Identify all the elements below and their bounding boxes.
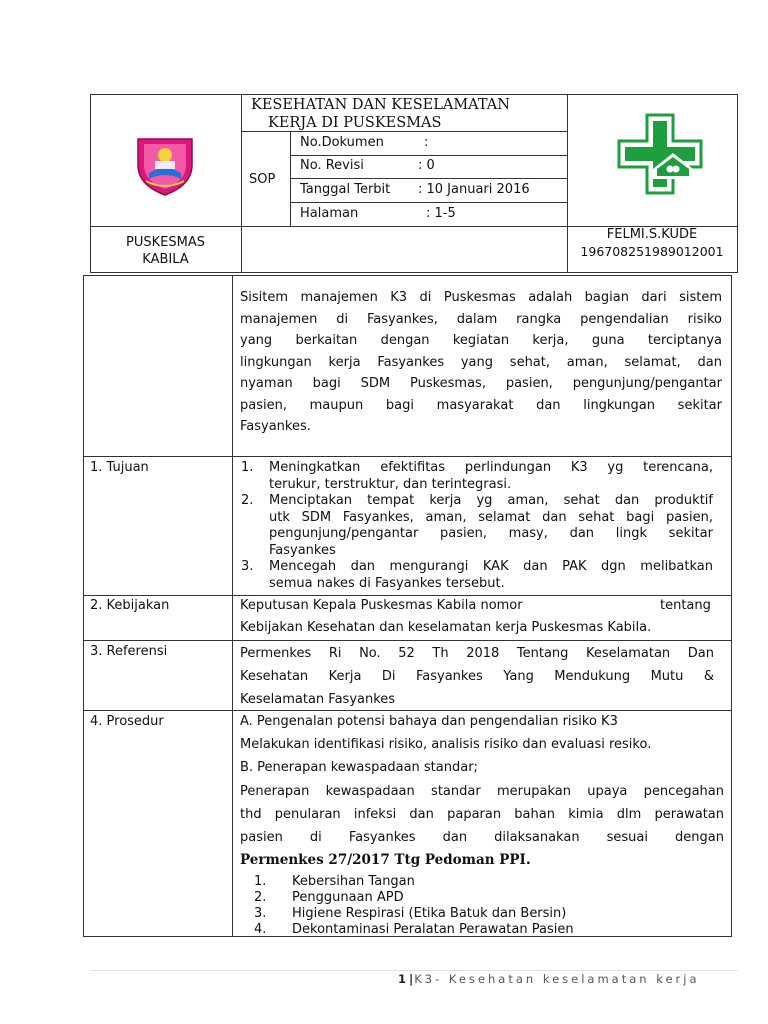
list-item: 3. Higiene Respirasi (Etika Batuk dan Bersin) [254,906,567,921]
section-label-referensi: 3. Referensi [90,644,168,659]
page-count-value: : 1-5 [426,206,456,221]
section-label-prosedur: 4. Prosedur [90,714,164,729]
list-item: 1. Meningkatkan efektifitas perlindungan K3 yg terencana, terukur, terstruktur, dan terintegrasi. [241,460,713,492]
ppi-reference-bold: Permenkes 27/2017 Ttg Pedoman PPI [240,852,526,868]
list-item: 3. Mencegah dan mengurangi KAK dan PAK dgn melibatkan semua nakes di Fasyankes tersebut. [241,559,713,591]
list-item: 1. Kebersihan Tangan [254,874,415,889]
organization-name-line1: PUSKESMAS [126,235,205,250]
prosedur-b-text: Penerapan kewaspadaan standar merupakan upaya pencegahan thd penularan infeksi dan paparan bahan kimia dlm perawatan pasien di Fasyankes dan dilaksanakan sesuai dengan Permenkes 27/2017 Ttg Pedoman PPI. [240,784,724,868]
issue-date-label: Tanggal Terbit [300,182,391,197]
kebijakan-line1-left: Keputusan Kepala Puskesmas Kabila nomor [240,598,523,613]
section-label-kebijakan: 2. Kebijakan [90,598,170,613]
prosedur-a-text: Melakukan identifikasi risiko, analisis risiko dan evaluasi resiko. [240,737,652,752]
document-title-line1: KESEHATAN DAN KESELAMATAN [251,97,510,113]
definition-line: yang berkaitan dengan kegiatan kerja, guna terciptanya [240,333,722,348]
issue-date-value: : 10 Januari 2016 [418,182,530,197]
puskesmas-logo-icon [617,113,703,195]
page-count-label: Halaman [300,206,359,221]
signer-name: FELMI.S.KUDE [606,227,698,242]
definition-line: nyaman bagi SDM Puskesmas, pasien, pengunjung/pengantar [240,376,722,391]
organization-name-line2: KABILA [142,252,189,267]
kebijakan-line2: Kebijakan Kesehatan dan keselamatan kerja Puskesmas Kabila. [240,620,652,635]
document-title-line2: KERJA DI PUSKESMAS [268,115,442,131]
doc-number-value: : [424,135,429,150]
section-label-tujuan: 1. Tujuan [90,460,149,475]
kebijakan-line1-right: tentang [660,598,711,613]
definition-paragraph [240,287,722,438]
list-item: 2. Menciptakan tempat kerja yg aman, sehat dan produktif utk SDM Fasyankes, aman, selamat dan sehat bagi pasien, pengunjung/pengantar pasien, masy, dan lingk sekitar Fasyankes [241,493,713,558]
list-item: 4. Dekontaminasi Peralatan Perawatan Pasien [254,922,574,937]
page-footer [398,971,700,988]
definition-line: Fasyankes. [240,419,311,434]
ppi-list [240,874,720,938]
definition-line: lingkungan kerja Fasyankes yang sehat, aman, selamat, dan [240,354,722,370]
definition-line: manajemen di Fasyankes, dalam rangka pengendalian risiko [240,311,722,327]
district-emblem-icon [132,135,198,197]
sop-label: SOP [249,172,276,187]
footer-text: K3- Kesehatan keselamatan kerja [414,972,700,986]
definition-line: pasien, maupun bagi masyarakat dan lingkungan sekitar [240,397,722,413]
referensi-text: Permenkes Ri No. 52 Th 2018 Tentang Keselamatan Dan Kesehatan Kerja Di Fasyankes Yang Mendukung Mutu & Keselamatan Fasyankes [240,646,714,707]
prosedur-a-title: A. Pengenalan potensi bahaya dan pengendalian risiko K3 [240,714,618,729]
doc-number-label: No.Dokumen [300,135,384,150]
page-number: 1 [398,972,410,986]
prosedur-b-title: B. Penerapan kewaspadaan standar; [240,760,478,775]
definition-line: Sisitem manajemen K3 di Puskesmas adalah bagian dari sistem [240,290,722,305]
signer-nip: 196708251989012001 [580,244,724,259]
footer-separator: | [409,972,415,986]
revision-label: No. Revisi [300,158,364,173]
revision-value: : 0 [418,158,435,173]
tujuan-list [241,460,713,592]
list-item: 2. Penggunaan APD [254,890,404,905]
